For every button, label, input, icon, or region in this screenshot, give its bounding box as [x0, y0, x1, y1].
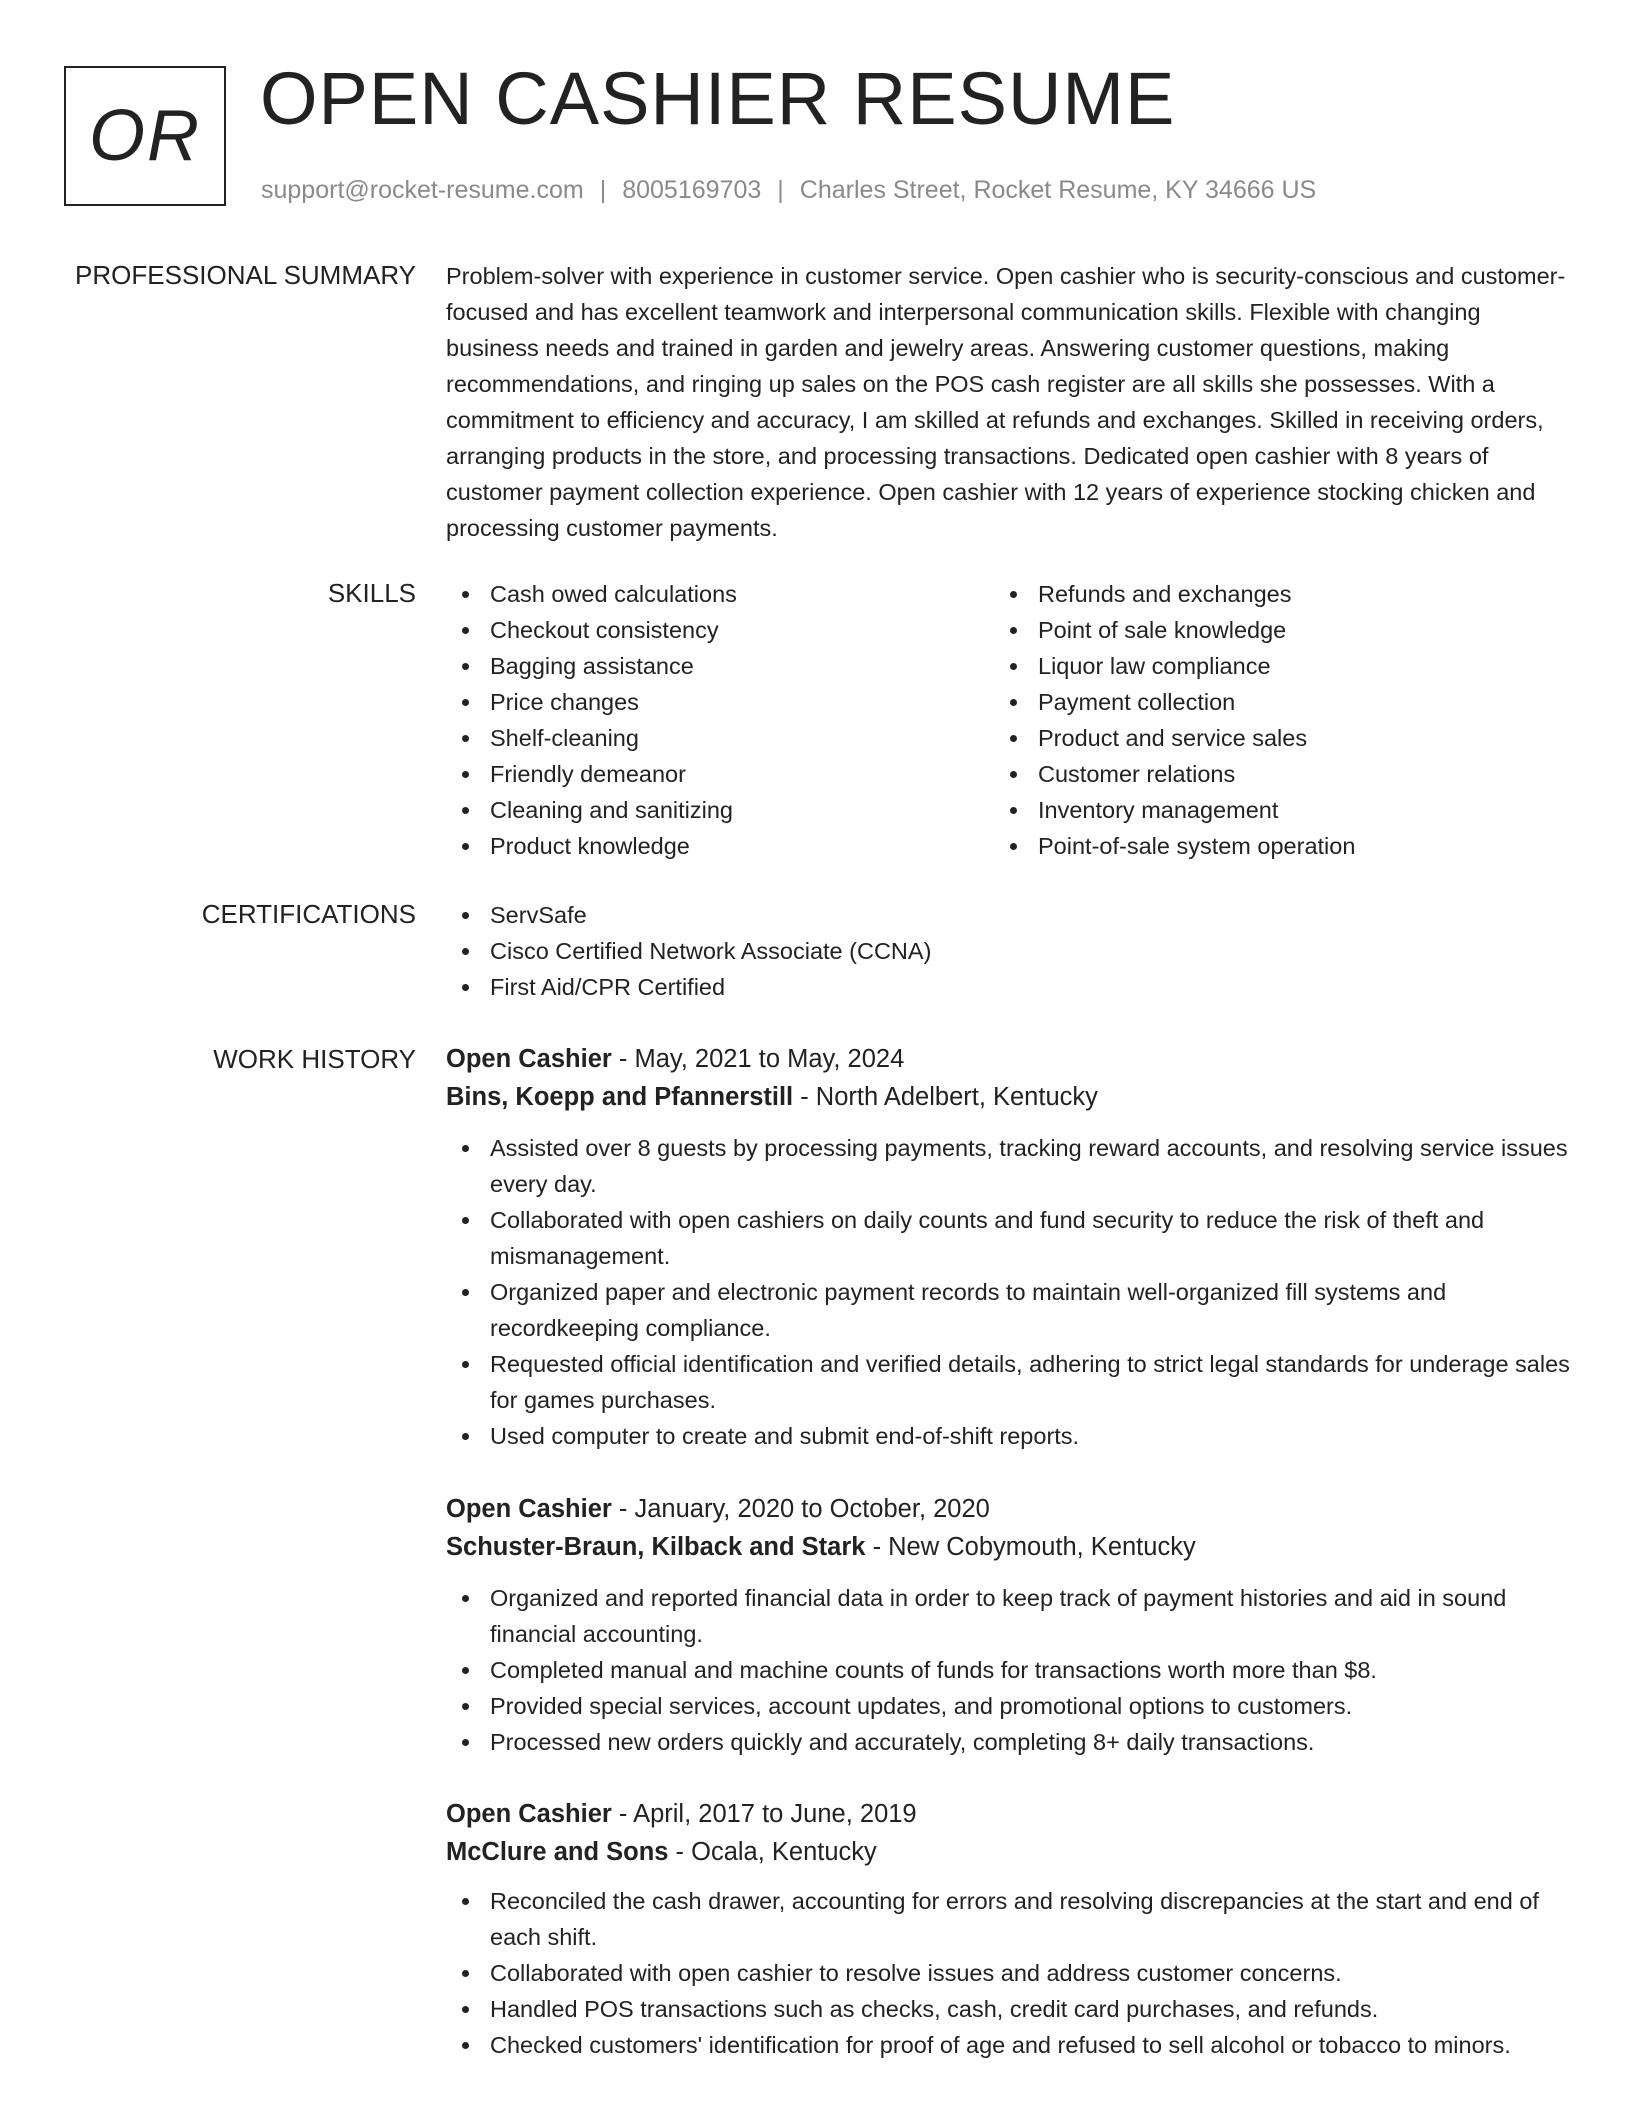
job-title: Open Cashier — [446, 1800, 612, 1828]
job-company-line — [446, 1078, 1570, 1116]
job-entry — [446, 1490, 1570, 1760]
job-bullets — [446, 1580, 1570, 1760]
skill-item: Friendly demeanor — [446, 756, 994, 792]
skill-item: Point-of-sale system operation — [994, 828, 1542, 864]
contact-separator: | — [777, 176, 784, 204]
contact-address: Charles Street, Rocket Resume, KY 34666 US — [799, 176, 1317, 204]
skill-item: Bagging assistance — [446, 648, 994, 684]
job-bullet: Checked customers' identification for proof of age and refused to sell alcohol or tobacco to minors. — [446, 2027, 1570, 2063]
skills-list — [446, 576, 1570, 864]
job-title-line — [446, 1795, 1570, 1833]
skills-heading: SKILLS — [327, 578, 416, 608]
certification-item: Cisco Certified Network Associate (CCNA) — [446, 933, 1570, 969]
skill-item: Inventory management — [994, 792, 1542, 828]
job-bullet: Requested official identification and verified details, adhering to strict legal standards for underage sales for games purchases. — [446, 1346, 1570, 1418]
job-bullets — [446, 1883, 1570, 2063]
job-bullet: Assisted over 8 guests by processing payments, tracking reward accounts, and resolving service issues every day. — [446, 1130, 1570, 1202]
skill-item: Shelf-cleaning — [446, 720, 994, 756]
job-bullet: Completed manual and machine counts of funds for transactions worth more than $8. — [446, 1652, 1570, 1688]
job-company: Schuster-Braun, Kilback and Stark — [446, 1533, 866, 1561]
certification-item: ServSafe — [446, 897, 1570, 933]
certifications-list — [446, 897, 1570, 1005]
monogram-text: OR — [89, 96, 201, 176]
job-bullet: Used computer to create and submit end-of-shift reports. — [446, 1418, 1570, 1454]
skill-item: Product and service sales — [994, 720, 1542, 756]
skill-item: Cleaning and sanitizing — [446, 792, 994, 828]
certifications-heading: CERTIFICATIONS — [201, 899, 416, 929]
skill-item: Refunds and exchanges — [994, 576, 1542, 612]
skill-item: Price changes — [446, 684, 994, 720]
job-company: Bins, Koepp and Pfannerstill — [446, 1083, 794, 1111]
job-entry — [446, 1795, 1570, 2063]
job-company-line — [446, 1528, 1570, 1566]
job-dates: - May, 2021 to May, 2024 — [618, 1045, 905, 1073]
job-dates: - January, 2020 to October, 2020 — [618, 1495, 990, 1523]
skill-item: Cash owed calculations — [446, 576, 994, 612]
job-bullet: Reconciled the cash drawer, accounting for errors and resolving discrepancies at the start and end of each shift. — [446, 1883, 1570, 1955]
summary-heading: PROFESSIONAL SUMMARY — [75, 260, 416, 290]
job-company: McClure and Sons — [446, 1838, 669, 1866]
job-title: Open Cashier — [446, 1495, 612, 1523]
skills-column-right — [994, 576, 1542, 864]
skill-item: Product knowledge — [446, 828, 994, 864]
summary-text: Problem-solver with experience in customer service. Open cashier who is security-conscious and customer-focused and has excellent teamwork and interpersonal communication skills. Flexible with changing business needs and trained in garden and jewelry areas. Answering customer questions, making recommendations, and ringing up sales on the POS cash register are all skills she possesses. With a commitment to efficiency and accuracy, I am skilled at refunds and exchanges. Skilled in receiving orders, arranging products in the store, and processing transactions. Dedicated open cashier with 8 years of customer payment collection experience. Open cashier with 12 years of experience stocking chicken and processing customer payments. — [446, 263, 1566, 541]
job-bullet: Organized paper and electronic payment records to maintain well-organized fill systems and recordkeeping compliance. — [446, 1274, 1570, 1346]
job-entry — [446, 1040, 1570, 1454]
skill-item: Checkout consistency — [446, 612, 994, 648]
skill-item: Liquor law compliance — [994, 648, 1542, 684]
skill-item: Customer relations — [994, 756, 1542, 792]
job-company-line — [446, 1833, 1570, 1871]
job-bullet: Collaborated with open cashier to resolve issues and address customer concerns. — [446, 1955, 1570, 1991]
contact-separator: | — [599, 176, 607, 204]
job-location: - New Cobymouth, Kentucky — [872, 1533, 1196, 1561]
skill-item: Point of sale knowledge — [994, 612, 1542, 648]
contact-phone[interactable]: 8005169703 — [622, 176, 762, 204]
job-title-line — [446, 1040, 1570, 1078]
job-bullet: Organized and reported financial data in order to keep track of payment histories and aid in sound financial accounting. — [446, 1580, 1570, 1652]
job-bullet: Collaborated with open cashiers on daily counts and fund security to reduce the risk of theft and mismanagement. — [446, 1202, 1570, 1274]
skills-column-left — [446, 576, 994, 864]
job-title-line — [446, 1490, 1570, 1528]
resume-title: OPEN CASHIER RESUME — [260, 57, 1176, 140]
contact-email[interactable]: support@rocket-resume.com — [261, 176, 584, 204]
job-title: Open Cashier — [446, 1045, 612, 1073]
job-bullet: Handled POS transactions such as checks, cash, credit card purchases, and refunds. — [446, 1991, 1570, 2027]
contact-line — [261, 176, 1316, 205]
certification-item: First Aid/CPR Certified — [446, 969, 1570, 1005]
monogram-badge — [64, 66, 226, 206]
job-location: - North Adelbert, Kentucky — [800, 1083, 1098, 1111]
job-dates: - April, 2017 to June, 2019 — [618, 1800, 917, 1828]
job-bullet: Processed new orders quickly and accurately, completing 8+ daily transactions. — [446, 1724, 1570, 1760]
job-location: - Ocala, Kentucky — [675, 1838, 877, 1866]
work-history-heading: WORK HISTORY — [213, 1044, 416, 1074]
job-bullets — [446, 1130, 1570, 1454]
skill-item: Payment collection — [994, 684, 1542, 720]
job-bullet: Provided special services, account updates, and promotional options to customers. — [446, 1688, 1570, 1724]
